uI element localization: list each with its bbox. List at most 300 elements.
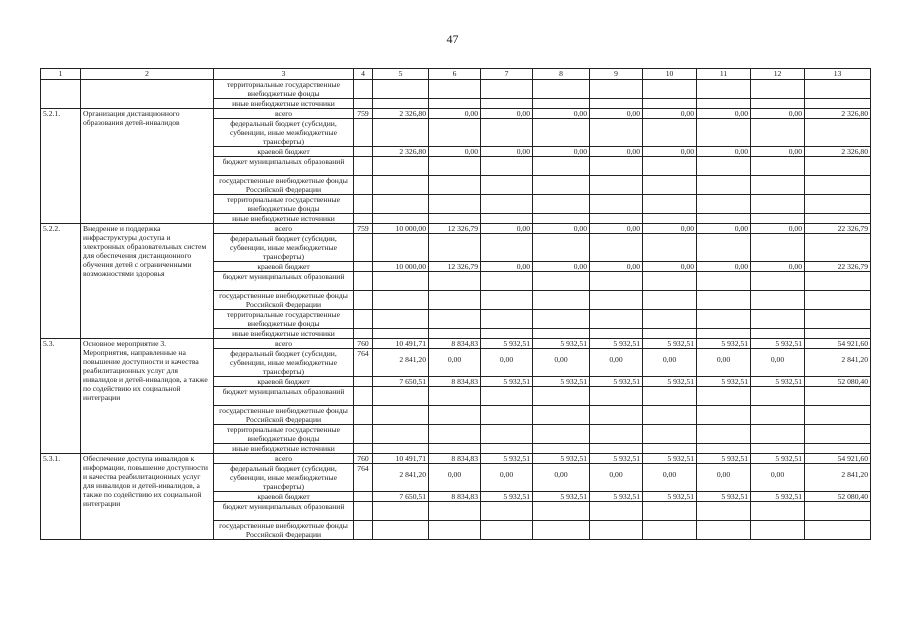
budget-code: 760: [354, 339, 373, 349]
funding-source: бюджет муниципальных образований: [214, 387, 354, 406]
column-header: 6: [429, 69, 481, 80]
value-cell: [429, 214, 481, 224]
funding-source: государственные внебюджетные фонды Российской Федерации: [214, 521, 354, 540]
column-header: 8: [533, 69, 590, 80]
value-cell: [373, 176, 429, 195]
value-cell: [429, 157, 481, 176]
value-cell: [481, 387, 533, 406]
value-cell: [643, 80, 697, 99]
value-cell: [373, 234, 429, 262]
value-cell: [533, 214, 590, 224]
funding-source: иные внебюджетные источники: [214, 214, 354, 224]
value-cell: [533, 80, 590, 99]
budget-code: [354, 176, 373, 195]
funding-source: всего: [214, 109, 354, 119]
value-cell: [373, 406, 429, 425]
value-cell: [697, 157, 751, 176]
activity-name: Организация дистанционного образования детей-инвалидов: [81, 109, 214, 224]
value-cell: [643, 119, 697, 147]
value-cell: 2 841,20: [373, 349, 429, 377]
value-cell: [751, 99, 805, 109]
value-cell: 5 932,51: [643, 339, 697, 349]
value-cell: 5 932,51: [481, 377, 533, 387]
value-cell: [751, 329, 805, 339]
value-cell: 5 932,51: [643, 492, 697, 502]
value-cell: 0,00: [643, 109, 697, 119]
value-cell: [533, 99, 590, 109]
value-cell: [751, 291, 805, 310]
value-cell: [429, 176, 481, 195]
column-header: 7: [481, 69, 533, 80]
value-cell: [590, 176, 643, 195]
value-cell: [751, 176, 805, 195]
value-cell: [590, 195, 643, 214]
value-cell: 8 834,83: [429, 454, 481, 464]
value-cell: 7 650,51: [373, 492, 429, 502]
budget-code: [354, 195, 373, 214]
value-cell: 2 326,80: [373, 147, 429, 157]
value-cell: [481, 425, 533, 444]
value-cell: 0,00: [429, 349, 481, 377]
value-cell: 0,00: [590, 147, 643, 157]
column-header: 4: [354, 69, 373, 80]
value-cell: [429, 310, 481, 329]
budget-code: [354, 157, 373, 176]
value-cell: 8 834,83: [429, 492, 481, 502]
value-cell: [697, 80, 751, 99]
funding-source: федеральный бюджет (субсидии, субвенции, иные межбюджетные трансферты): [214, 234, 354, 262]
value-cell: 0,00: [697, 464, 751, 492]
value-cell: [643, 444, 697, 454]
value-cell: [533, 157, 590, 176]
value-cell: [481, 329, 533, 339]
funding-source: бюджет муниципальных образований: [214, 157, 354, 176]
value-cell: [590, 406, 643, 425]
value-cell: [533, 234, 590, 262]
value-cell: 0,00: [590, 224, 643, 234]
value-cell: 0,00: [590, 349, 643, 377]
value-cell: [805, 310, 871, 329]
table-row: [41, 80, 871, 99]
budget-table: [40, 68, 871, 540]
value-cell: [533, 291, 590, 310]
value-cell: [751, 195, 805, 214]
funding-source: территориальные государственные внебюджетные фонды: [214, 195, 354, 214]
value-cell: [697, 119, 751, 147]
activity-name: Основное мероприятие 3. Мероприятия, направленные на повышение доступности и качества реабилитационных услуг для инвалидов и детей-инвалидов, а также по содействию их социальной интеграции: [81, 339, 214, 454]
value-cell: [751, 444, 805, 454]
value-cell: [373, 272, 429, 291]
value-cell: 5 932,51: [751, 492, 805, 502]
budget-code: [354, 377, 373, 387]
value-cell: 0,00: [697, 147, 751, 157]
value-cell: 2 841,20: [805, 349, 871, 377]
budget-code: 760: [354, 454, 373, 464]
budget-code: [354, 425, 373, 444]
funding-source: территориальные государственные внебюджетные фонды: [214, 80, 354, 99]
value-cell: 8 834,83: [429, 339, 481, 349]
funding-source: краевой бюджет: [214, 262, 354, 272]
value-cell: 2 326,80: [373, 109, 429, 119]
value-cell: 5 932,51: [590, 377, 643, 387]
funding-source: краевой бюджет: [214, 377, 354, 387]
value-cell: [805, 387, 871, 406]
value-cell: [643, 502, 697, 521]
budget-code: [354, 262, 373, 272]
value-cell: 5 932,51: [590, 454, 643, 464]
value-cell: 5 932,51: [643, 454, 697, 464]
value-cell: [751, 406, 805, 425]
value-cell: [590, 234, 643, 262]
value-cell: [533, 176, 590, 195]
value-cell: [429, 502, 481, 521]
value-cell: 54 921,60: [805, 454, 871, 464]
budget-code: [354, 406, 373, 425]
value-cell: [697, 195, 751, 214]
value-cell: [697, 272, 751, 291]
value-cell: 0,00: [533, 224, 590, 234]
budget-code: [354, 272, 373, 291]
value-cell: 0,00: [643, 224, 697, 234]
value-cell: [533, 272, 590, 291]
activity-name: Обеспечение доступа инвалидов к информации, повышение доступности и качества реабилитационных услуг для инвалидов и детей-инвалидов, а также по содействию их социальной интеграции: [81, 454, 214, 540]
budget-code: 764: [354, 464, 373, 492]
value-cell: 0,00: [481, 224, 533, 234]
value-cell: 0,00: [481, 147, 533, 157]
value-cell: 0,00: [533, 464, 590, 492]
value-cell: [429, 80, 481, 99]
table-row: [41, 454, 871, 464]
budget-code: 759: [354, 224, 373, 234]
value-cell: [429, 425, 481, 444]
value-cell: 12 326,79: [429, 262, 481, 272]
value-cell: [805, 195, 871, 214]
value-cell: 0,00: [533, 349, 590, 377]
value-cell: [805, 119, 871, 147]
value-cell: 0,00: [751, 262, 805, 272]
value-cell: 0,00: [590, 464, 643, 492]
value-cell: [643, 425, 697, 444]
funding-source: государственные внебюджетные фонды Российской Федерации: [214, 291, 354, 310]
value-cell: [429, 406, 481, 425]
column-header: 12: [751, 69, 805, 80]
row-index: [41, 80, 81, 109]
value-cell: 0,00: [429, 147, 481, 157]
value-cell: [373, 425, 429, 444]
value-cell: [481, 119, 533, 147]
value-cell: [590, 329, 643, 339]
value-cell: 0,00: [590, 262, 643, 272]
row-index: 5.2.2.: [41, 224, 81, 339]
value-cell: [643, 521, 697, 540]
funding-source: иные внебюджетные источники: [214, 329, 354, 339]
funding-source: краевой бюджет: [214, 492, 354, 502]
value-cell: [643, 291, 697, 310]
value-cell: [533, 387, 590, 406]
value-cell: [481, 444, 533, 454]
funding-source: территориальные государственные внебюджетные фонды: [214, 425, 354, 444]
table-row: [41, 109, 871, 119]
value-cell: [697, 310, 751, 329]
value-cell: [373, 157, 429, 176]
value-cell: 2 326,80: [805, 147, 871, 157]
value-cell: [751, 425, 805, 444]
value-cell: 2 841,20: [373, 464, 429, 492]
value-cell: [751, 214, 805, 224]
value-cell: [697, 387, 751, 406]
funding-source: всего: [214, 454, 354, 464]
value-cell: 0,00: [643, 464, 697, 492]
value-cell: [805, 214, 871, 224]
budget-code: 764: [354, 349, 373, 377]
value-cell: 5 932,51: [697, 454, 751, 464]
value-cell: [590, 214, 643, 224]
value-cell: [590, 425, 643, 444]
value-cell: [697, 214, 751, 224]
column-header: 3: [214, 69, 354, 80]
value-cell: 5 932,51: [590, 339, 643, 349]
value-cell: 0,00: [533, 109, 590, 119]
value-cell: 10 491,71: [373, 454, 429, 464]
value-cell: [590, 310, 643, 329]
value-cell: [643, 195, 697, 214]
value-cell: 0,00: [533, 262, 590, 272]
value-cell: [697, 444, 751, 454]
value-cell: [533, 195, 590, 214]
value-cell: [805, 157, 871, 176]
value-cell: [533, 521, 590, 540]
budget-code: [354, 214, 373, 224]
value-cell: 0,00: [481, 109, 533, 119]
value-cell: 5 932,51: [751, 454, 805, 464]
column-header: 1: [41, 69, 81, 80]
budget-code: [354, 329, 373, 339]
value-cell: 0,00: [481, 464, 533, 492]
funding-source: государственные внебюджетные фонды Российской Федерации: [214, 176, 354, 195]
value-cell: 0,00: [643, 349, 697, 377]
value-cell: [590, 502, 643, 521]
value-cell: [751, 272, 805, 291]
value-cell: [805, 80, 871, 99]
value-cell: [429, 521, 481, 540]
funding-source: иные внебюджетные источники: [214, 444, 354, 454]
value-cell: [373, 502, 429, 521]
column-header: 5: [373, 69, 429, 80]
budget-code: [354, 234, 373, 262]
value-cell: 22 326,79: [805, 224, 871, 234]
value-cell: [697, 234, 751, 262]
value-cell: [805, 425, 871, 444]
value-cell: [429, 119, 481, 147]
funding-source: всего: [214, 224, 354, 234]
value-cell: [643, 272, 697, 291]
value-cell: [373, 119, 429, 147]
value-cell: [590, 99, 643, 109]
value-cell: 0,00: [590, 109, 643, 119]
value-cell: [429, 99, 481, 109]
value-cell: 54 921,60: [805, 339, 871, 349]
value-cell: [481, 214, 533, 224]
value-cell: 5 932,51: [697, 377, 751, 387]
value-cell: [643, 329, 697, 339]
value-cell: 0,00: [643, 147, 697, 157]
value-cell: [805, 291, 871, 310]
value-cell: 0,00: [697, 224, 751, 234]
value-cell: [533, 502, 590, 521]
value-cell: [373, 387, 429, 406]
budget-code: [354, 492, 373, 502]
value-cell: 5 932,51: [751, 377, 805, 387]
value-cell: [643, 99, 697, 109]
value-cell: [590, 157, 643, 176]
value-cell: 5 932,51: [481, 492, 533, 502]
value-cell: [373, 291, 429, 310]
budget-code: [354, 291, 373, 310]
value-cell: [751, 119, 805, 147]
value-cell: 5 932,51: [590, 492, 643, 502]
value-cell: [805, 502, 871, 521]
value-cell: 10 491,71: [373, 339, 429, 349]
value-cell: 0,00: [697, 109, 751, 119]
value-cell: [373, 444, 429, 454]
value-cell: [643, 310, 697, 329]
value-cell: [481, 195, 533, 214]
value-cell: [481, 502, 533, 521]
value-cell: 12 326,79: [429, 224, 481, 234]
value-cell: 5 932,51: [697, 339, 751, 349]
value-cell: [533, 119, 590, 147]
funding-source: государственные внебюджетные фонды Российской Федерации: [214, 406, 354, 425]
value-cell: [643, 387, 697, 406]
budget-code: [354, 119, 373, 147]
value-cell: [643, 214, 697, 224]
value-cell: 0,00: [481, 262, 533, 272]
value-cell: [751, 387, 805, 406]
value-cell: 8 834,83: [429, 377, 481, 387]
value-cell: 0,00: [751, 464, 805, 492]
value-cell: 0,00: [429, 464, 481, 492]
funding-source: федеральный бюджет (субсидии, субвенции, иные межбюджетные трансферты): [214, 119, 354, 147]
value-cell: 0,00: [751, 349, 805, 377]
column-header: 13: [805, 69, 871, 80]
header-row: [41, 69, 871, 80]
value-cell: [643, 406, 697, 425]
value-cell: [697, 502, 751, 521]
row-index: 5.2.1.: [41, 109, 81, 224]
funding-source: бюджет муниципальных образований: [214, 272, 354, 291]
value-cell: [429, 329, 481, 339]
value-cell: [590, 272, 643, 291]
funding-source: федеральный бюджет (субсидии, субвенции, иные межбюджетные трансферты): [214, 464, 354, 492]
value-cell: 2 841,20: [805, 464, 871, 492]
value-cell: 0,00: [643, 262, 697, 272]
funding-source: иные внебюджетные источники: [214, 99, 354, 109]
value-cell: [805, 521, 871, 540]
value-cell: [590, 291, 643, 310]
value-cell: 0,00: [751, 224, 805, 234]
value-cell: [373, 80, 429, 99]
value-cell: [481, 521, 533, 540]
value-cell: 0,00: [751, 109, 805, 119]
value-cell: [373, 310, 429, 329]
value-cell: [481, 80, 533, 99]
value-cell: [429, 234, 481, 262]
funding-source: всего: [214, 339, 354, 349]
value-cell: [805, 329, 871, 339]
value-cell: 0,00: [697, 262, 751, 272]
column-header: 10: [643, 69, 697, 80]
budget-code: 759: [354, 109, 373, 119]
value-cell: [429, 272, 481, 291]
value-cell: [481, 291, 533, 310]
funding-source: бюджет муниципальных образований: [214, 502, 354, 521]
value-cell: [429, 291, 481, 310]
value-cell: 10 000,00: [373, 262, 429, 272]
value-cell: [429, 387, 481, 406]
page-number: 47: [446, 32, 459, 46]
column-header: 11: [697, 69, 751, 80]
value-cell: 5 932,51: [533, 339, 590, 349]
value-cell: [590, 521, 643, 540]
funding-source: краевой бюджет: [214, 147, 354, 157]
value-cell: 10 000,00: [373, 224, 429, 234]
table-body: [41, 80, 871, 540]
value-cell: [590, 119, 643, 147]
value-cell: [805, 444, 871, 454]
value-cell: [643, 176, 697, 195]
value-cell: 2 326,80: [805, 109, 871, 119]
column-header: 2: [81, 69, 214, 80]
budget-code: [354, 502, 373, 521]
budget-code: [354, 80, 373, 99]
value-cell: [805, 176, 871, 195]
value-cell: [805, 406, 871, 425]
value-cell: [751, 80, 805, 99]
value-cell: [751, 234, 805, 262]
value-cell: 5 932,51: [643, 377, 697, 387]
value-cell: 52 080,40: [805, 377, 871, 387]
value-cell: 5 932,51: [481, 339, 533, 349]
row-index: 5.3.: [41, 339, 81, 454]
value-cell: [429, 195, 481, 214]
value-cell: [697, 521, 751, 540]
value-cell: [590, 444, 643, 454]
value-cell: [373, 329, 429, 339]
activity-name: Внедрение и поддержка инфраструктуры доступа и электронных образовательных систем для обеспечения дистанционного обучения детей с ограниченными возможностями здоровья: [81, 224, 214, 339]
value-cell: [697, 425, 751, 444]
value-cell: [751, 157, 805, 176]
value-cell: [805, 234, 871, 262]
value-cell: [533, 310, 590, 329]
value-cell: [590, 80, 643, 99]
value-cell: 22 326,79: [805, 262, 871, 272]
value-cell: [373, 195, 429, 214]
value-cell: 0,00: [697, 349, 751, 377]
budget-code: [354, 310, 373, 329]
value-cell: 5 932,51: [533, 377, 590, 387]
value-cell: [481, 157, 533, 176]
value-cell: [751, 310, 805, 329]
value-cell: [373, 214, 429, 224]
value-cell: [590, 387, 643, 406]
table-row: [41, 339, 871, 349]
activity-name: [81, 80, 214, 109]
value-cell: [481, 99, 533, 109]
value-cell: 52 080,40: [805, 492, 871, 502]
value-cell: 5 932,51: [533, 454, 590, 464]
value-cell: 5 932,51: [533, 492, 590, 502]
table-row: [41, 224, 871, 234]
